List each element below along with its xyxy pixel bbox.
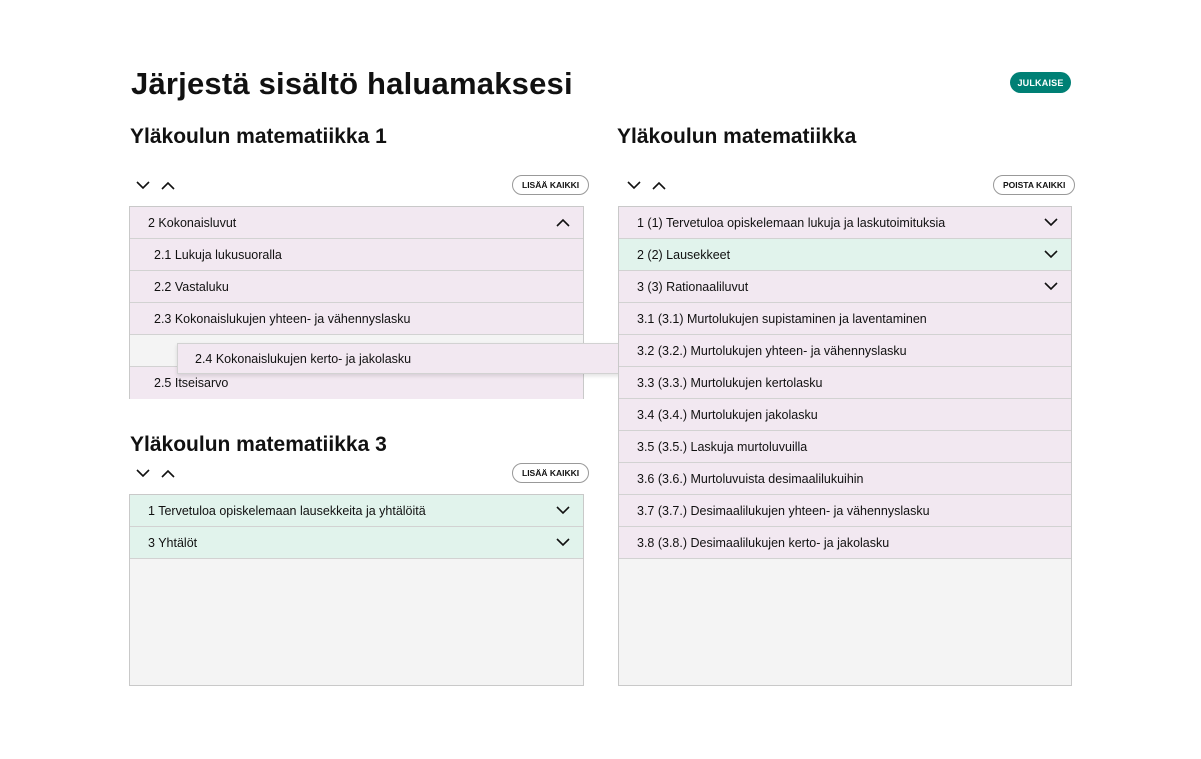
expand-all-button[interactable] bbox=[158, 463, 178, 483]
chevron-down-icon[interactable] bbox=[1043, 247, 1059, 263]
list-item-label: 3 Yhtälöt bbox=[148, 535, 198, 550]
chevron-down-icon bbox=[627, 181, 641, 190]
list-item[interactable] bbox=[619, 239, 1071, 271]
list-item-label: 3.7 (3.7.) Desimaalilukujen yhteen- ja vähennyslasku bbox=[637, 503, 930, 518]
section-title-math1: Yläkoulun matematiikka 1 bbox=[130, 125, 387, 148]
list-item-label: 2 Kokonaisluvut bbox=[148, 215, 237, 230]
list-item[interactable] bbox=[130, 239, 583, 271]
list-item[interactable] bbox=[619, 463, 1071, 495]
list-item[interactable] bbox=[130, 303, 583, 335]
content-list-math3 bbox=[129, 494, 584, 686]
collapse-all-button[interactable] bbox=[133, 463, 153, 483]
list-item[interactable] bbox=[619, 271, 1071, 303]
chevron-down-icon[interactable] bbox=[555, 503, 571, 519]
chevron-up-icon bbox=[652, 181, 666, 190]
list-item[interactable] bbox=[619, 367, 1071, 399]
list-item[interactable] bbox=[619, 399, 1071, 431]
list-item-label: 2.5 Itseisarvo bbox=[154, 376, 229, 390]
list-item[interactable] bbox=[130, 271, 583, 303]
list-item-label: 3.3 (3.3.) Murtolukujen kertolasku bbox=[637, 375, 823, 390]
section-title-math3: Yläkoulun matematiikka 3 bbox=[130, 433, 387, 456]
add-all-button[interactable]: LISÄÄ KAIKKI bbox=[512, 175, 589, 195]
collapse-all-button[interactable] bbox=[624, 175, 644, 195]
list-item-label: 3 (3) Rationaaliluvut bbox=[637, 279, 749, 294]
expand-all-button[interactable] bbox=[158, 175, 178, 195]
list-item[interactable] bbox=[130, 527, 583, 559]
list-item-label: 2 (2) Lausekkeet bbox=[637, 247, 731, 262]
list-item-label: 3.5 (3.5.) Laskuja murtoluvuilla bbox=[637, 439, 808, 454]
list-item-label: 1 (1) Tervetuloa opiskelemaan lukuja ja laskutoimituksia bbox=[637, 215, 946, 230]
list-item-label: 1 Tervetuloa opiskelemaan lausekkeita ja yhtälöitä bbox=[148, 503, 426, 518]
list-item-label: 3.1 (3.1) Murtolukujen supistaminen ja laventaminen bbox=[637, 311, 927, 326]
chevron-down-icon[interactable] bbox=[555, 535, 571, 551]
list-item-label: 2.4 Kokonaislukujen kerto- ja jakolasku bbox=[195, 351, 412, 366]
remove-all-button[interactable]: POISTA KAIKKI bbox=[993, 175, 1075, 195]
list-item[interactable] bbox=[619, 431, 1071, 463]
list-item[interactable] bbox=[619, 303, 1071, 335]
list-item-label: 3.2 (3.2.) Murtolukujen yhteen- ja vähennyslasku bbox=[637, 343, 907, 358]
collapse-all-button[interactable] bbox=[133, 175, 153, 195]
list-item-label: 2.1 Lukuja lukusuoralla bbox=[154, 247, 282, 262]
chevron-up-icon[interactable] bbox=[555, 215, 571, 231]
content-list-target bbox=[618, 206, 1072, 686]
list-item-label: 2.2 Vastaluku bbox=[154, 279, 229, 294]
list-item-label: 2.3 Kokonaislukujen yhteen- ja vähennyslasku bbox=[154, 311, 411, 326]
list-item[interactable] bbox=[130, 207, 583, 239]
list-item[interactable] bbox=[619, 527, 1071, 559]
chevron-down-icon[interactable] bbox=[1043, 279, 1059, 295]
publish-button[interactable]: JULKAISE bbox=[1010, 72, 1071, 93]
expand-all-button[interactable] bbox=[649, 175, 669, 195]
chevron-down-icon bbox=[136, 469, 150, 478]
section-title-target: Yläkoulun matematiikka bbox=[617, 125, 857, 148]
list-item-label: 3.4 (3.4.) Murtolukujen jakolasku bbox=[637, 407, 818, 422]
add-all-button[interactable]: LISÄÄ KAIKKI bbox=[512, 463, 589, 483]
list-item[interactable] bbox=[619, 335, 1071, 367]
list-item-label: 3.8 (3.8.) Desimaalilukujen kerto- ja jakolasku bbox=[637, 535, 890, 550]
chevron-up-icon bbox=[161, 469, 175, 478]
chevron-down-icon[interactable] bbox=[1043, 215, 1059, 231]
chevron-down-icon bbox=[136, 181, 150, 190]
list-item[interactable] bbox=[619, 495, 1071, 527]
page-title: Järjestä sisältö haluamaksesi bbox=[131, 66, 573, 101]
dragging-list-item[interactable] bbox=[177, 343, 630, 374]
list-item[interactable] bbox=[619, 207, 1071, 239]
list-item[interactable] bbox=[130, 495, 583, 527]
list-item-label: 3.6 (3.6.) Murtoluvuista desimaalilukuihin bbox=[637, 471, 864, 486]
chevron-up-icon bbox=[161, 181, 175, 190]
